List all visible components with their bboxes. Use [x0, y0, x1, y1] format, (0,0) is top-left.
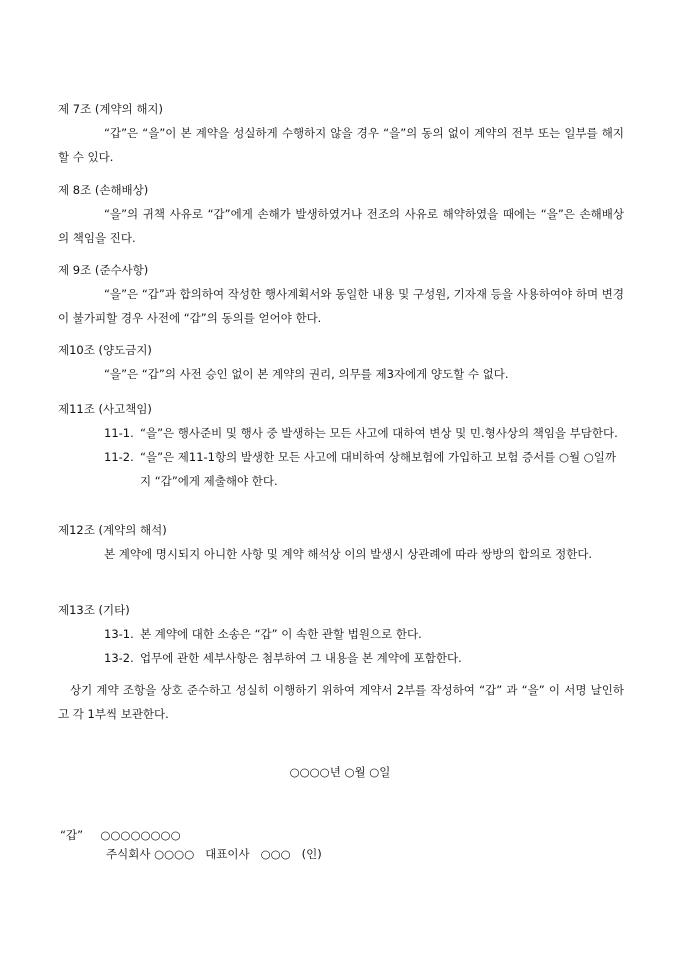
article-heading: 제 9조 (준수사항): [58, 263, 149, 277]
article-body: 본 계약에 명시되지 아니한 사항 및 계약 해석상 이의 발생시 상관례에 따라 쌍방의 합의로 정한다.: [104, 547, 593, 561]
article-8: [58, 178, 624, 250]
article-heading: 제12조 (계약의 해석): [58, 523, 167, 537]
article-heading: 제13조 (기타): [58, 603, 130, 617]
contract-date: ○○○○년 ○월 ○일: [289, 765, 391, 779]
article-body: “을”의 귀책 사유로 “갑”에게 손해가 발생하였거나 전조의 사유로 해약하였을 때에는 “을”은 손해배상의 책임을 진다.: [58, 207, 624, 245]
article-10: [58, 338, 624, 386]
sub-item-11-1: [58, 421, 624, 445]
sub-item-text: “을”은 제11-1항의 발생한 모든 사고에 대비하여 상해보험에 가입하고 보험 증서를 ○월 ○일까지 “갑”에게 제출해야 한다.: [140, 450, 616, 488]
closing-statement: 상기 계약 조항을 상호 준수하고 성실히 이행하기 위하여 계약서 2부를 작성하여 “갑” 과 “을” 이 서명 날인하고 각 1부씩 보관한다.: [58, 683, 624, 721]
article-13: [58, 598, 624, 670]
article-11: [58, 397, 624, 493]
party-label: “갑”: [60, 828, 84, 842]
article-heading: 제 8조 (손해배상): [58, 183, 149, 197]
article-body: “을”은 “갑”의 사전 승인 없이 본 계약의 권리, 의무를 제3자에게 양도할 수 없다.: [104, 367, 509, 381]
sub-item-number: 13-2.: [104, 651, 134, 665]
article-heading: 제11조 (사고책임): [58, 402, 152, 416]
article-12: [58, 518, 624, 566]
sub-item-13-1: [58, 622, 624, 646]
sub-item-text: 본 계약에 대한 소송은 “갑” 이 속한 관할 법원으로 한다.: [140, 627, 422, 641]
article-7: [58, 97, 624, 169]
sub-item-number: 11-1.: [104, 426, 134, 440]
sub-item-number: 13-1.: [104, 627, 134, 641]
party-name: ○○○○○○○○: [100, 828, 181, 842]
sub-item-text: “을”은 행사준비 및 행사 중 발생하는 모든 사고에 대하여 변상 및 민.형사상의 책임을 부담한다.: [140, 426, 618, 440]
sub-item-13-2: [58, 646, 624, 670]
article-body: “을”은 “갑”과 합의하여 작성한 행사계획서와 동일한 내용 및 구성원, 기자재 등을 사용하여야 하며 변경이 불가피할 경우 사전에 “갑”의 동의를 얻어야 한다.: [58, 287, 624, 325]
sub-item-11-2: [58, 445, 624, 493]
article-9: [58, 258, 624, 330]
company-signature-line: 주식회사 ○○○○ 대표이사 ○○○ (인): [106, 847, 322, 861]
sub-item-text: 업무에 관한 세부사항은 첨부하여 그 내용을 본 계약에 포함한다.: [140, 651, 462, 665]
article-heading: 제10조 (양도금지): [58, 343, 152, 357]
article-heading: 제 7조 (계약의 해지): [58, 102, 164, 116]
article-body: “갑”은 “을”이 본 계약을 성실하게 수행하지 않을 경우 “을”의 동의 없이 계약의 전부 또는 일부를 해지할 수 있다.: [58, 126, 624, 164]
sub-item-number: 11-2.: [104, 450, 134, 464]
